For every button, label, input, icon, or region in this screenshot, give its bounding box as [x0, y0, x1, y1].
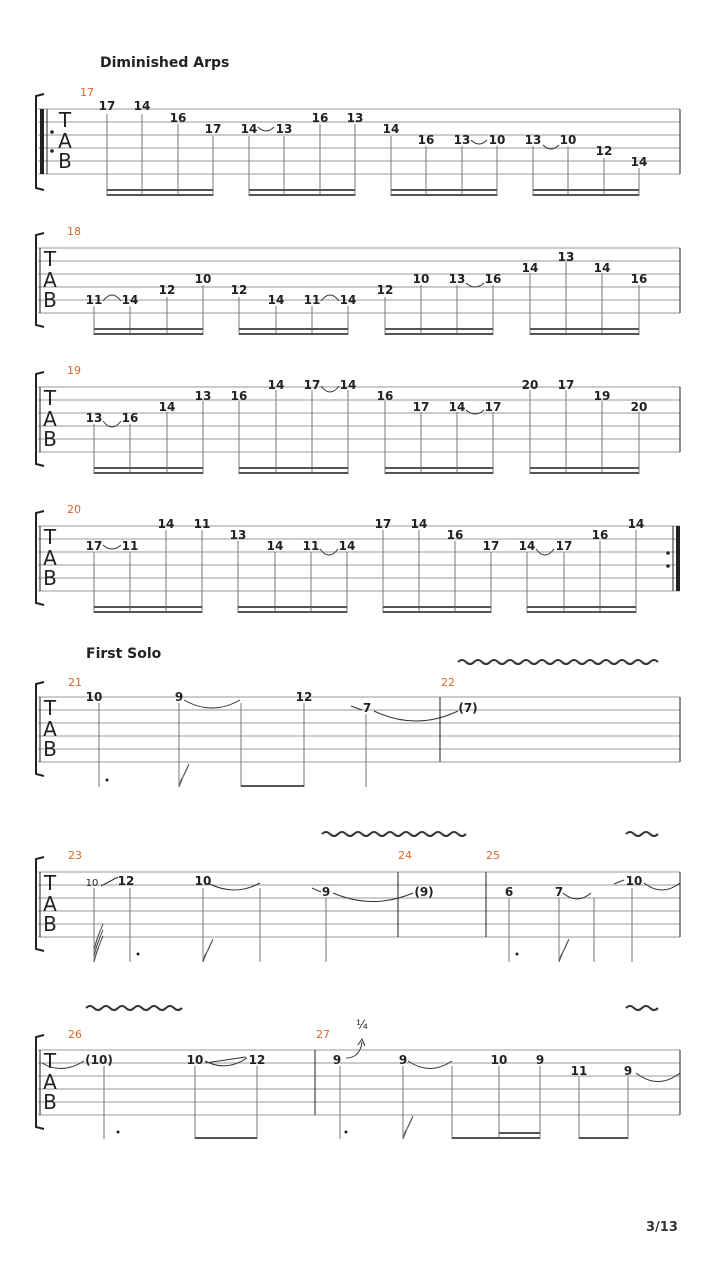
fret-number: 13	[557, 250, 575, 264]
fret-number: 14	[627, 517, 645, 531]
bend-amount: ¼	[356, 1018, 368, 1032]
fret-number: 19	[593, 389, 611, 403]
tab-clef	[43, 1049, 57, 1114]
vibrato-line	[86, 1006, 182, 1010]
flag	[179, 764, 189, 787]
measure-number: 17	[80, 86, 94, 99]
fret-number: 9	[398, 1053, 408, 1067]
fret-number: 16	[230, 389, 248, 403]
tab-clef	[43, 871, 57, 936]
fret-number: 9	[174, 690, 184, 704]
svg-text:T: T	[43, 696, 57, 720]
svg-text:B: B	[58, 149, 72, 173]
fret-number: 12	[230, 283, 248, 297]
vibrato-line	[626, 1006, 658, 1010]
fret-number: 17	[484, 400, 502, 414]
svg-text:B: B	[43, 288, 57, 312]
fret-number: 14	[518, 539, 536, 553]
fret-number: 12	[117, 874, 135, 888]
svg-text:A: A	[58, 129, 72, 153]
fret-number: 6	[504, 885, 514, 899]
fret-number: 17	[98, 99, 116, 113]
svg-text:A: A	[43, 892, 57, 916]
fret-number: 11	[121, 539, 139, 553]
flag	[94, 924, 569, 962]
fret-number: 16	[311, 111, 329, 125]
fret-number: 12	[376, 283, 394, 297]
fret-number: 12	[595, 144, 613, 158]
section-title-first-solo: First Solo	[86, 646, 162, 662]
section-title-diminished-arps: Diminished Arps	[100, 55, 230, 71]
fret-number: 16	[417, 133, 435, 147]
fret-number: 13	[453, 133, 471, 147]
measure-number: 20	[67, 503, 81, 516]
fret-number: 10	[625, 874, 643, 888]
fret-number: 13	[524, 133, 542, 147]
fret-number: 14	[382, 122, 400, 136]
beams	[195, 1132, 628, 1139]
fret-number: 14	[267, 293, 285, 307]
fret-number: 16	[446, 528, 464, 542]
fret-number: 17	[85, 539, 103, 553]
fret-number: 14	[339, 293, 357, 307]
note-stems	[94, 390, 639, 474]
svg-text:B: B	[43, 1090, 57, 1114]
tab-clef	[43, 386, 57, 451]
fret-number: 9	[321, 885, 331, 899]
fret-number: 11	[302, 539, 320, 553]
fret-number: 14	[630, 155, 648, 169]
fret-number: 10	[559, 133, 577, 147]
tab-clef	[43, 247, 57, 312]
fret-number: 17	[374, 517, 392, 531]
fret-number: 16	[169, 111, 187, 125]
fret-number: 17	[555, 539, 573, 553]
fret-number: 17	[482, 539, 500, 553]
fret-number: 10	[488, 133, 506, 147]
flag	[403, 1116, 413, 1139]
fret-number: 10	[412, 272, 430, 286]
fret-number: 12	[158, 283, 176, 297]
note-stems	[107, 114, 639, 196]
dot	[106, 779, 109, 782]
measure-number: 19	[67, 364, 81, 377]
beams	[241, 785, 304, 787]
fret-number: 20	[630, 400, 648, 414]
fret-number: (7)	[458, 701, 478, 715]
fret-number: 17	[412, 400, 430, 414]
fret-number: 11	[193, 517, 211, 531]
fret-number: 20	[521, 378, 539, 392]
vibrato-line	[626, 832, 658, 836]
fret-number: 10	[85, 690, 103, 704]
fret-number: 17	[204, 122, 222, 136]
beams	[107, 189, 639, 196]
measure-number: 21	[68, 676, 82, 689]
beams	[94, 328, 639, 335]
measure-number: 18	[67, 225, 81, 238]
measure-number: 24	[398, 849, 412, 862]
page-number: 3/13	[646, 1220, 678, 1235]
fret-number: 13	[448, 272, 466, 286]
slurs	[258, 127, 559, 149]
svg-text:B: B	[43, 912, 57, 936]
svg-text:B: B	[43, 427, 57, 451]
fret-number: 9	[623, 1064, 633, 1078]
tab-clef	[43, 525, 57, 590]
svg-text:T: T	[43, 386, 57, 410]
svg-text:T: T	[43, 247, 57, 271]
fret-number: 14	[158, 400, 176, 414]
tab-system	[36, 660, 680, 787]
dot	[117, 1131, 120, 1134]
fret-number: 13	[194, 389, 212, 403]
svg-text:A: A	[43, 1070, 57, 1094]
svg-text:A: A	[43, 717, 57, 741]
measure-number: 25	[486, 849, 500, 862]
fret-number: 14	[121, 293, 139, 307]
fret-number: 14	[266, 539, 284, 553]
fret-number: 13	[85, 411, 103, 425]
svg-text:B: B	[43, 737, 57, 761]
fret-number: 17	[557, 378, 575, 392]
measure-number: 26	[68, 1028, 82, 1041]
fret-number: 16	[376, 389, 394, 403]
fret-number: 11	[303, 293, 321, 307]
tab-system	[36, 1006, 680, 1139]
measure-number: 23	[68, 849, 82, 862]
measure-number: 22	[441, 676, 455, 689]
dot	[345, 1131, 348, 1134]
fret-number: 10	[194, 272, 212, 286]
fret-number: 14	[339, 378, 357, 392]
beams	[94, 467, 639, 474]
fret-number: 13	[275, 122, 293, 136]
fret-number: 14	[240, 122, 258, 136]
tab-system	[36, 225, 680, 335]
fret-number: 14	[267, 378, 285, 392]
tab-system	[36, 364, 680, 474]
fret-number: 10	[194, 874, 212, 888]
measure-number: 27	[316, 1028, 330, 1041]
fret-number: 11	[570, 1064, 588, 1078]
dot	[137, 953, 140, 956]
fret-number: (9)	[414, 885, 434, 899]
svg-text:A: A	[43, 546, 57, 570]
fret-number: (10)	[85, 1053, 113, 1067]
fret-number: 7	[554, 885, 564, 899]
svg-text:T: T	[43, 1049, 57, 1073]
svg-text:T: T	[43, 525, 57, 549]
repeat-end-sign	[666, 526, 680, 591]
svg-text:A: A	[43, 407, 57, 431]
fret-number: 17	[303, 378, 321, 392]
fret-number: 16	[630, 272, 648, 286]
tab-clef	[43, 696, 57, 761]
svg-text:T: T	[58, 108, 72, 132]
vibrato-line	[458, 660, 658, 664]
fret-number: 14	[593, 261, 611, 275]
tab-system	[36, 86, 680, 196]
vibrato-line	[322, 832, 466, 836]
svg-text:T: T	[43, 871, 57, 895]
fret-number: 14	[133, 99, 151, 113]
fret-number: 14	[410, 517, 428, 531]
fret-number: 13	[229, 528, 247, 542]
fret-number: 11	[85, 293, 103, 307]
fret-number: 14	[338, 539, 356, 553]
repeat-start-sign	[40, 109, 54, 174]
fret-number: 13	[346, 111, 364, 125]
svg-text:B: B	[43, 566, 57, 590]
fret-number: 16	[484, 272, 502, 286]
note-stems	[94, 888, 632, 962]
fret-number: 14	[521, 261, 539, 275]
fret-number: 14	[157, 517, 175, 531]
fret-number: 10	[490, 1053, 508, 1067]
fret-number: 12	[248, 1053, 266, 1067]
fret-number: 12	[295, 690, 313, 704]
tab-system	[36, 503, 680, 613]
fret-number: 7	[362, 701, 372, 715]
beams	[94, 606, 636, 613]
fret-number: 9	[535, 1053, 545, 1067]
fret-number: 9	[332, 1053, 342, 1067]
note-stems	[99, 703, 366, 787]
tab-clef	[58, 108, 72, 173]
fret-number: 16	[591, 528, 609, 542]
grace-fret-number: 10	[85, 878, 99, 889]
dot	[516, 953, 519, 956]
note-stems	[94, 262, 639, 335]
svg-text:A: A	[43, 268, 57, 292]
fret-number: 16	[121, 411, 139, 425]
bend-indicator	[346, 1018, 368, 1058]
fret-number: 10	[186, 1053, 204, 1067]
tab-system	[36, 832, 680, 962]
fret-number: 14	[448, 400, 466, 414]
